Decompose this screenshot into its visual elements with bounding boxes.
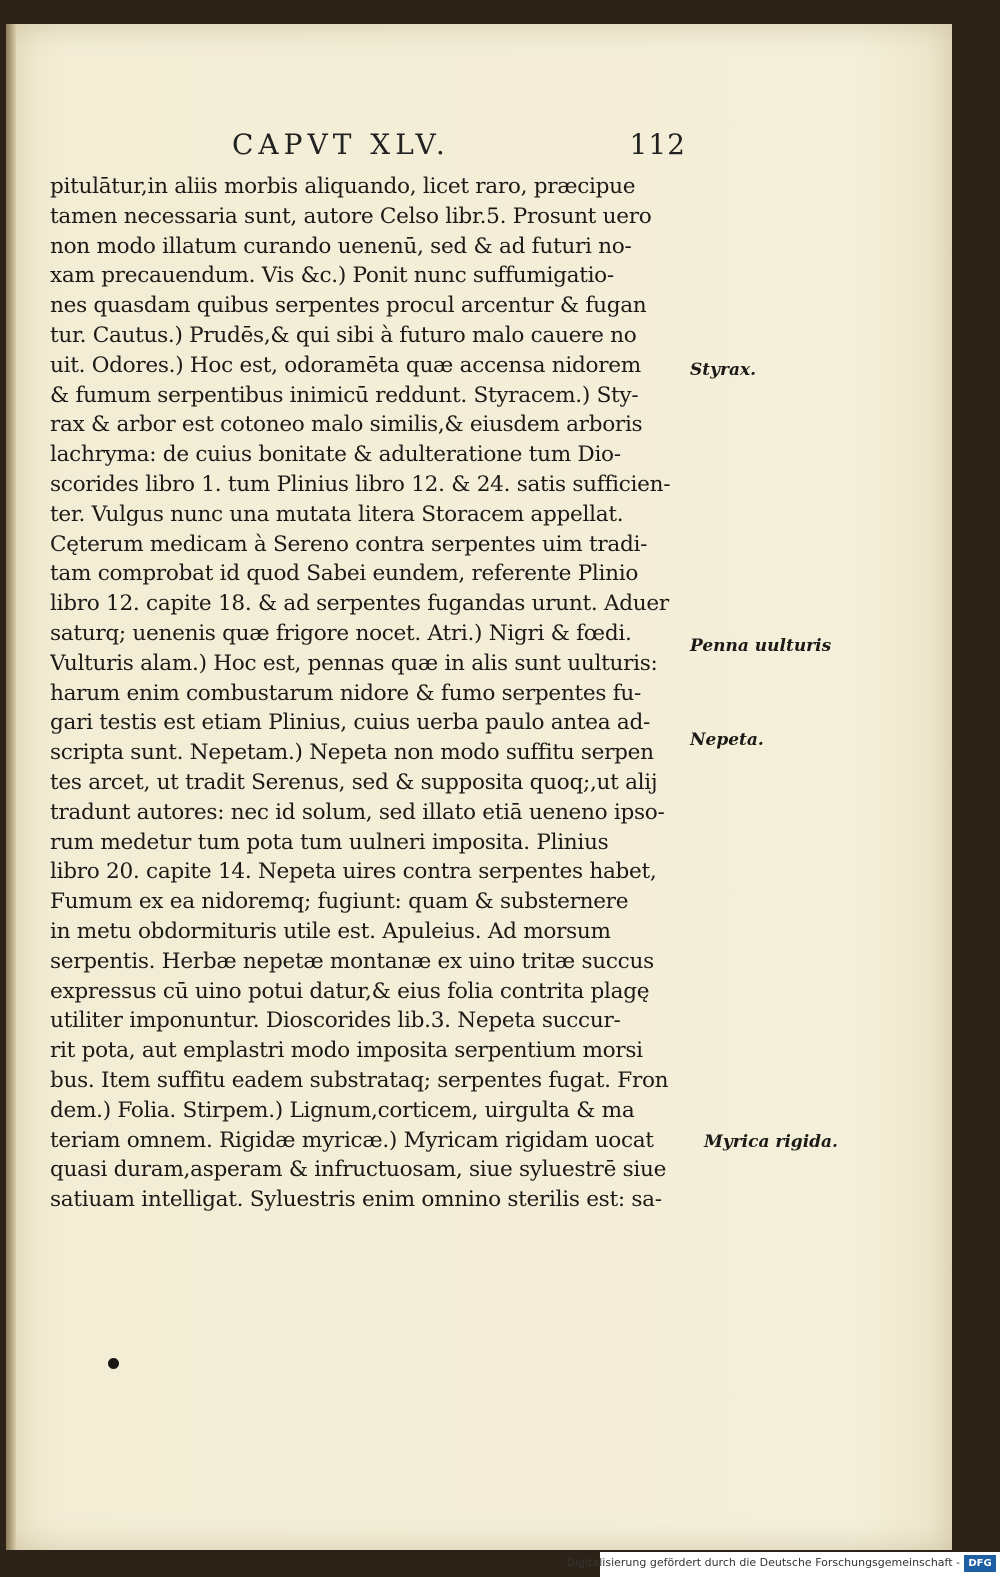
text-line: gari testis est etiam Plinius, cuius uerba paulo antea ad- xyxy=(50,710,650,736)
text-line: & fumum serpentibus inimicū reddunt. Styracem.) Sty- xyxy=(50,382,639,408)
text-line: expressus cū uino potui datur,& eius folia contrita plagę xyxy=(50,978,650,1004)
text-line: saturq; uenenis quæ frigore nocet. Atri.) Nigri & fœdi. xyxy=(50,620,632,646)
text-line: serpentis. Herbæ nepetæ montanæ ex uino tritæ succus xyxy=(50,948,654,974)
text-line: tur. Cautus.) Prudēs,& qui sibi à futuro malo cauere no xyxy=(50,322,637,348)
text-line: tes arcet, ut tradit Serenus, sed & supposita quoq;,ut alij xyxy=(50,769,658,795)
text-line: rum medetur tum pota tum uulneri imposita. Plinius xyxy=(50,829,609,855)
text-line: scorides libro 1. tum Plinius libro 12. & 24. satis sufficien- xyxy=(50,471,671,497)
text-line: satiuam intelligat. Syluestris enim omnino sterilis est: sa- xyxy=(50,1187,662,1213)
text-line: harum enim combustarum nidore & fumo serpentes fu- xyxy=(50,680,642,706)
book-page xyxy=(6,24,952,1550)
page-number: 112 xyxy=(629,128,686,161)
text-line: lachryma: de cuius bonitate & adulteratione tum Dio- xyxy=(50,442,621,468)
text-line: pitulātur,in aliis morbis aliquando, licet raro, præcipue xyxy=(50,174,636,199)
text-line: ter. Vulgus nunc una mutata litera Storacem appellat. xyxy=(50,501,624,527)
dfg-logo: DFG xyxy=(964,1555,996,1572)
margin-note-myrica-rigida: Myrica rigida. xyxy=(704,1132,838,1152)
text-line: Fumum ex ea nidoremq; fugiunt: quam & substernere xyxy=(50,889,629,915)
text-line: Cęterum medicam à Sereno contra serpentes uim tradi- xyxy=(50,531,648,557)
margin-note-penna-uulturis: Penna uulturis xyxy=(690,636,832,656)
text-line: in metu obdormituris utile est. Apuleius. Ad morsum xyxy=(50,918,611,944)
chapter-title: CAPVT XLV. xyxy=(232,128,450,161)
text-line: xam precauendum. Vis &c.) Ponit nunc suffumigatio- xyxy=(50,263,614,289)
text-line: quasi duram,asperam & infructuosam, siue syluestrē siue xyxy=(50,1157,667,1183)
text-line: utiliter imponuntur. Dioscorides lib.3. Nepeta succur- xyxy=(50,1008,621,1034)
text-line: libro 12. capite 18. & ad serpentes fugandas urunt. Aduer xyxy=(50,591,669,617)
ink-spot xyxy=(108,1358,119,1369)
text-line: bus. Item suffitu eadem substrataq; serpentes fugat. Fron xyxy=(50,1067,669,1093)
text-line: non modo illatum curando uenenū, sed & ad futuri no- xyxy=(50,233,632,259)
text-line: rax & arbor est cotoneo malo similis,& eiusdem arboris xyxy=(50,412,643,438)
text-line: teriam omnem. Rigidæ myricæ.) Myricam rigidam uocat xyxy=(50,1127,654,1153)
text-line: dem.) Folia. Stirpem.) Lignum,corticem, uirgulta & ma xyxy=(50,1097,635,1123)
running-header xyxy=(232,128,686,162)
margin-note-nepeta: Nepeta. xyxy=(690,730,764,750)
text-line: nes quasdam quibus serpentes procul arcentur & fugan xyxy=(50,293,647,319)
page-spine xyxy=(6,24,16,1550)
text-line: libro 20. capite 14. Nepeta uires contra serpentes habet, xyxy=(50,859,657,885)
text-line: tamen necessaria sunt, autore Celso libr.5. Prosunt uero xyxy=(50,203,652,229)
margin-note-styrax: Styrax. xyxy=(690,360,757,380)
text-line: uit. Odores.) Hoc est, odoramēta quæ accensa nidorem xyxy=(50,352,641,378)
text-line: tam comprobat id quod Sabei eundem, referente Plinio xyxy=(50,561,639,587)
body-text xyxy=(50,172,700,1215)
footer-credit: Digitalisierung gefördert durch die Deutsche Forschungsgemeinschaft - xyxy=(566,1556,960,1569)
text-line: tradunt autores: nec id solum, sed illato etiā ueneno ipso- xyxy=(50,799,665,825)
text-line: Vulturis alam.) Hoc est, pennas quæ in alis sunt uulturis: xyxy=(50,650,658,676)
text-line: rit pota, aut emplastri modo imposita serpentium morsi xyxy=(50,1038,643,1064)
text-line: scripta sunt. Nepetam.) Nepeta non modo suffitu serpen xyxy=(50,740,654,766)
